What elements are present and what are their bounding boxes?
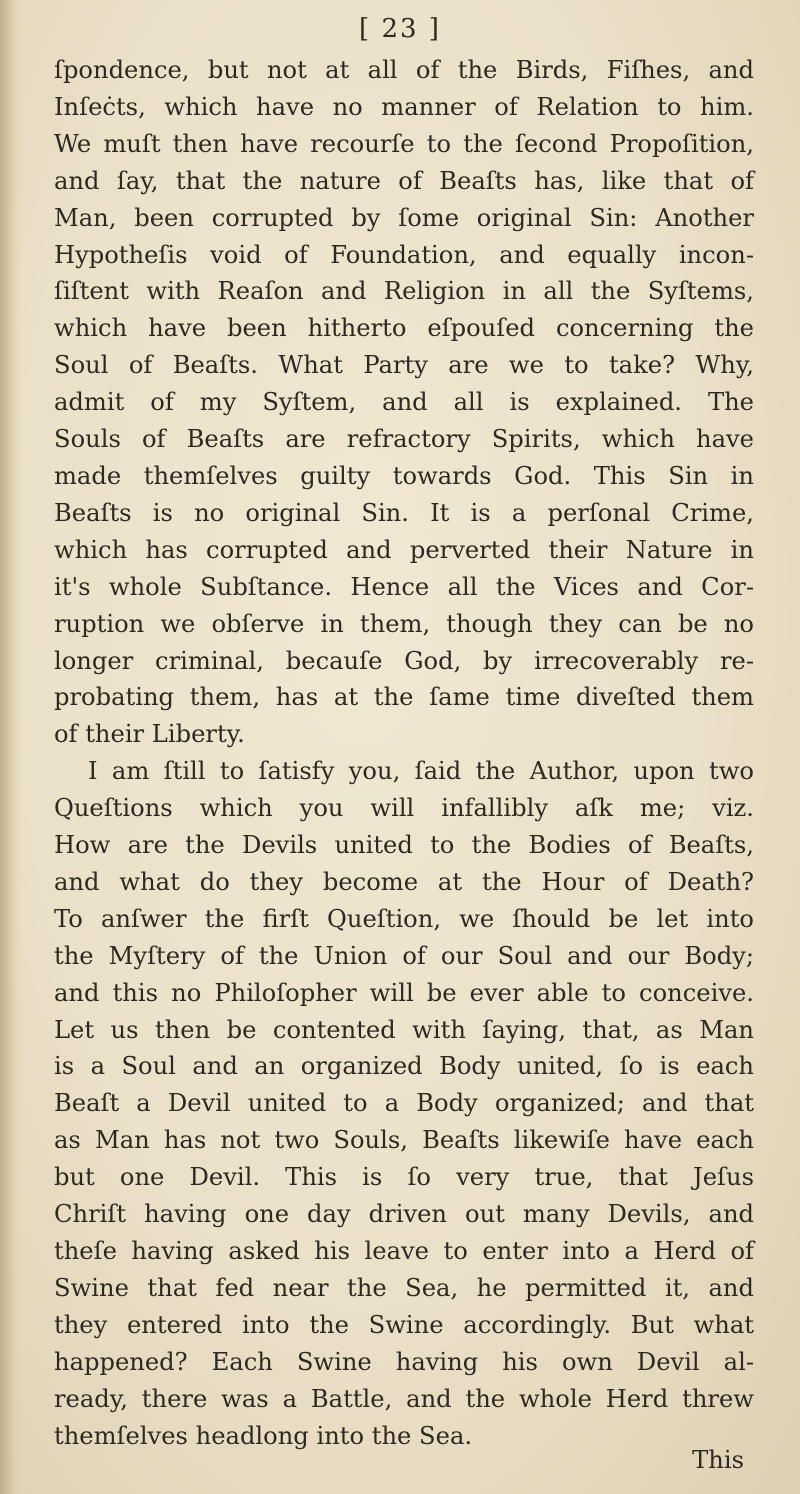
text-line: Beaſt a Devil united to a Body organized; and that xyxy=(54,1089,754,1118)
text-line: How are the Devils united to the Bodies of Beaſts, xyxy=(54,831,754,860)
body-text xyxy=(54,52,754,1454)
text-line: Swine that fed near the Sea, he permitted it, and xyxy=(54,1273,754,1302)
text-line: ſiſtent with Reaſon and Religion in all the Syſtems, xyxy=(54,277,754,306)
page-number: [ 23 ] xyxy=(359,14,441,44)
text-line: and ſay, that the nature of Beaſts has, like that of xyxy=(54,166,754,195)
text-line: ſpondence, but not at all of the Birds, Fiſhes, and xyxy=(54,56,754,84)
text-line: made themſelves guilty towards God. This Sin in xyxy=(54,461,754,490)
text-line: is a Soul and an organized Body united, ſo is each xyxy=(54,1052,754,1081)
paragraph-end-line: of their Liberty. xyxy=(54,720,245,749)
text-line: admit of my Syſtem, and all is explained. The xyxy=(54,388,754,417)
text-line: the Myſtery of the Union of our Soul and our Body; xyxy=(54,941,754,970)
text-line: Souls of Beaſts are refractory Spirits, which have xyxy=(54,425,754,454)
text-line: Beaſts is no original Sin. It is a perſonal Crime, xyxy=(54,498,754,527)
catchword: This xyxy=(692,1446,744,1474)
text-line: but one Devil. This is ſo very true, that Jeſus xyxy=(54,1163,754,1192)
text-line: ruption we obſerve in them, though they can be no xyxy=(54,609,754,638)
paragraph-end-line: themſelves headlong into the Sea. xyxy=(54,1421,473,1450)
paragraph-start-line: I am ſtill to ſatisfy you, ſaid the Author, upon two xyxy=(88,757,754,786)
text-line: longer criminal, becauſe God, by irrecoverably re- xyxy=(54,646,754,675)
text-line: Queſtions which you will infallibly aſk me; viz. xyxy=(54,794,754,823)
text-line: We muſt then have recourſe to the ſecond Propoſition, xyxy=(54,129,754,158)
gutter-shadow xyxy=(0,0,22,1494)
text-line: they entered into the Swine accordingly. But what xyxy=(54,1310,754,1339)
text-line: happened? Each Swine having his own Devil al- xyxy=(54,1347,754,1376)
text-line: as Man has not two Souls, Beaſts likewiſe have each xyxy=(54,1126,754,1155)
text-line: and this no Philoſopher will be ever able to conceive. xyxy=(54,978,754,1007)
text-line: Hypotheſis void of Foundation, and equally incon- xyxy=(54,240,754,269)
text-line: and what do they become at the Hour of Death? xyxy=(54,867,754,896)
text-line: Chriſt having one day driven out many Devils, and xyxy=(54,1200,754,1229)
text-line: theſe having asked his leave to enter into a Herd of xyxy=(54,1237,754,1265)
text-line: Let us then be contented with ſaying, that, as Man xyxy=(54,1015,754,1044)
text-line: which has corrupted and perverted their Nature in xyxy=(54,535,754,564)
text-line: Soul of Beaſts. What Party are we to take? Why, xyxy=(54,351,754,380)
text-line: it's whole Subſtance. Hence all the Vices and Cor- xyxy=(54,572,754,601)
text-line: probating them, has at the ſame time diveſted them xyxy=(54,683,754,712)
text-line: ready, there was a Battle, and the whole Herd threw xyxy=(54,1384,754,1413)
text-line: Man, been corrupted by ſome original Sin: Another xyxy=(54,203,754,232)
text-line: which have been hitherto eſpouſed concerning the xyxy=(54,314,754,343)
text-line: To anſwer the firſt Queſtion, we ſhould be let into xyxy=(54,904,754,933)
text-line: Inſeċts, which have no manner of Relation to him. xyxy=(54,92,754,121)
